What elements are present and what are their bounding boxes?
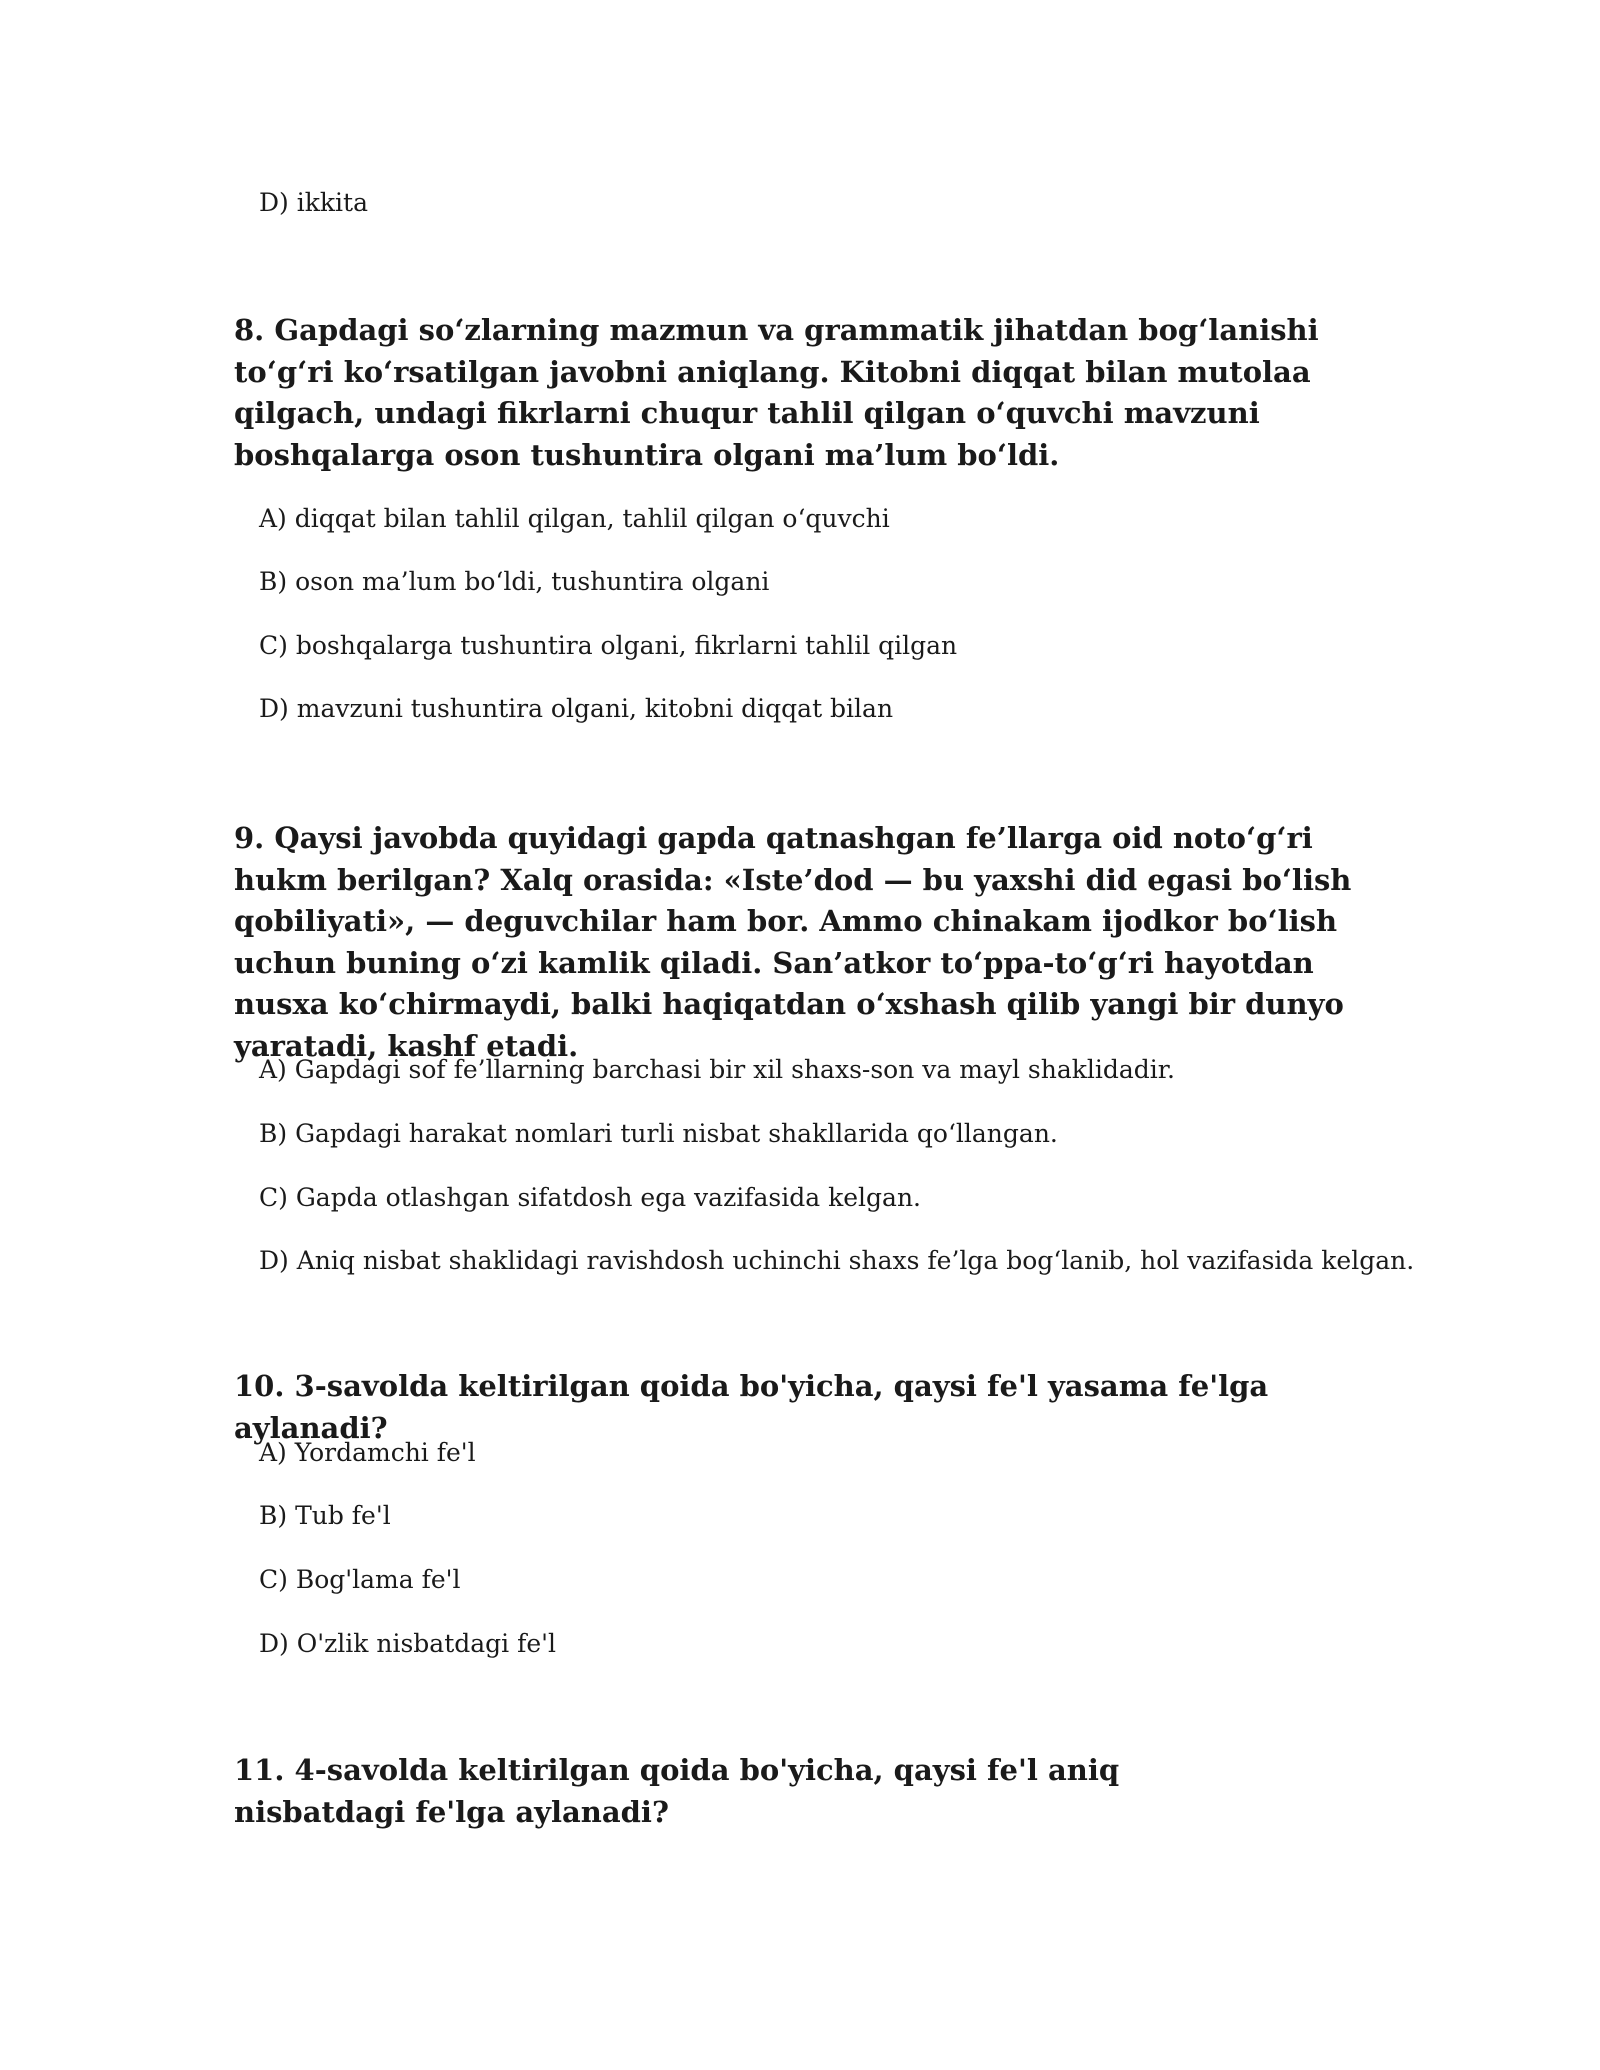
question-10-text: 10. 3-savolda keltirilgan qoida bo'yicha, qaysi fe'l yasama fe'lga aylanadi? xyxy=(234,1369,1269,1445)
q8-option-c: C) boshqalarga tushuntira olgani, fikrlarni tahlil qilgan xyxy=(259,631,958,660)
q9-option-b: B) Gapdagi harakat nomlari turli nisbat shakllarida qo‘llangan. xyxy=(259,1119,1058,1148)
q10-option-a: A) Yordamchi fe'l xyxy=(259,1438,476,1467)
question-11-text: 11. 4-savolda keltirilgan qoida bo'yicha, qaysi fe'l aniq nisbatdagi fe'lga aylanadi? xyxy=(234,1753,1120,1829)
question-9-text: 9. Qaysi javobda quyidagi gapda qatnashgan fe’llarga oid noto‘g‘ri hukm berilgan? Xalq orasida: «Iste’dod — bu yaxshi did egasi bo‘lish qobiliyati», — deguvchilar ham bor. Ammo chinakam ijodkor bo‘lish uchun buning o‘zi kamlik qiladi. San’atkor to‘ppa-to‘g‘ri hayotdan nusxa ko‘chirmaydi, balki haqiqatdan o‘xshash qilib yangi bir dunyo yaratadi, kashf etadi. xyxy=(234,821,1352,1063)
q7-option-d: D) ikkita xyxy=(259,188,368,217)
q9-option-d: D) Aniq nisbat shaklidagi ravishdosh uchinchi shaxs fe’lga bog‘lanib, hol vazifasida kelgan. xyxy=(259,1246,1415,1275)
q8-option-a: A) diqqat bilan tahlil qilgan, tahlil qilgan o‘quvchi xyxy=(259,504,890,533)
q10-option-c: C) Bog'lama fe'l xyxy=(259,1565,461,1594)
q8-option-d: D) mavzuni tushuntira olgani, kitobni diqqat bilan xyxy=(259,694,894,723)
q9-option-c: C) Gapda otlashgan sifatdosh ega vazifasida kelgan. xyxy=(259,1183,921,1212)
q10-option-d: D) O'zlik nisbatdagi fe'l xyxy=(259,1629,557,1658)
question-8-text: 8. Gapdagi so‘zlarning mazmun va grammatik jihatdan bog‘lanishi to‘g‘ri ko‘rsatilgan javobni aniqlang. Kitobni diqqat bilan mutolaa qilgach, undagi fikrlarni chuqur tahlil qilgan o‘quvchi mavzuni boshqalarga oson tushuntira olgani ma’lum bo‘ldi. xyxy=(234,313,1319,472)
q9-option-a: A) Gapdagi sof fe’llarning barchasi bir xil shaxs-son va mayl shaklidadir. xyxy=(259,1055,1175,1084)
q8-option-b: B) oson ma’lum bo‘ldi, tushuntira olgani xyxy=(259,567,770,596)
q10-option-b: B) Tub fe'l xyxy=(259,1501,391,1530)
